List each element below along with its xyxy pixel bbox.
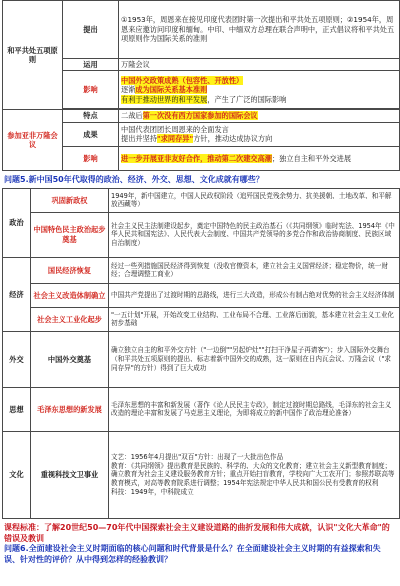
influence-2-hl: 进一步开展亚非友好合作，推动第二次建交高潮 (121, 153, 272, 163)
category-thought: 思想 (3, 387, 31, 431)
feature-hl: 第一次没有西方国家参加的国际会议 (142, 111, 258, 121)
influence-cell (119, 71, 400, 109)
curriculum-standard-text: 了解20世纪50—70年代中国探索社会主义建设道路的曲折发展和伟大成就，认识"文化大革命"的错误及教训 (4, 522, 390, 543)
influence-line-3-hl: 有利于推动世界的和平发展 (121, 94, 208, 104)
label-result: 成果 (63, 122, 119, 146)
culture-arts-line: 文艺：1956年4月提出"双百"方针：出现了一大批出色作品 (111, 453, 284, 462)
transformation-text: 中国共产党提出了过渡时期的总路线，进行三大改造，形成公有制占绝对优势的社会主义经济体制 (109, 283, 400, 307)
science-culture-cell (109, 431, 400, 518)
question-5: 问题5.新中国50年代取得的政治、经济、外交、思想、文化成就有哪些？ (4, 174, 264, 184)
topic-recovery: 国民经济恢复 (31, 257, 109, 283)
topic-industrialization: 社会主义工业化起步 (31, 307, 109, 331)
topic-transformation: 社会主义改造体制确立 (31, 283, 109, 307)
influence-line-1: 中国外交政策成熟（包容性、开放性） (121, 75, 244, 85)
topic-diplomacy: 中国外交奠基 (31, 331, 109, 387)
result-line-2-pre: 提出并坚持 (121, 134, 157, 144)
label-influence-2: 影响 (63, 146, 119, 170)
group-label-peaceful-coexistence: 和平共处五项原则 (3, 1, 63, 110)
feature-cell (119, 110, 400, 122)
topic-mao-thought: 毛泽东思想的新发展 (31, 387, 109, 431)
label-proposed: 提出 (63, 1, 119, 59)
result-cell (119, 122, 400, 146)
result-line-1-post: 的全面发言 (192, 124, 229, 134)
topic-science-culture: 重视科技文卫事业 (31, 431, 109, 518)
culture-education-line: 教育：《共同纲领》提出教育是民族的、科学的、大众的文化教育；建立社会主义新型教育制度；确立教育为社会主义建设服务教育方针；重点开始扫盲教育，学校向广大工农开门；参照苏联高等教育模式，对高等教育院系进行调整；1954年宪法规定中华人民共和国公民有受教育的权利 (111, 461, 395, 487)
category-politics: 政治 (3, 188, 31, 257)
influence-line-3-post: ，产生了广泛的国际影响 (207, 94, 287, 104)
culture-science-line: 科技：1949年，中科院成立 (111, 487, 194, 496)
feature-pre: 二战后 (121, 111, 143, 121)
influence-line-2-hl: 成为国际关系基本准则 (135, 85, 208, 95)
diplomacy-text: 确立独立自主的和平外交方针（"一边倒""另起炉灶""打扫干净屋子再请客"）；步入国际外交舞台（和平共处五项原则的提出、标志着新中国外交的成熟，这一原则在日内瓦会议、万隆会议（"求同存异"的方针）得到了巨大成功 (109, 331, 400, 387)
topic-consolidate: 巩固新政权 (31, 188, 109, 212)
recovery-text: 经过一些列措施国民经济得到恢复（没收官僚资本，建立社会主义国营经济；稳定物价，统一财经；合理调整工商业） (109, 257, 400, 283)
label-feature: 特点 (63, 110, 119, 122)
question-6: 问题6.全面建设社会主义时期面临的核心问题和时代背景是什么？在全面建设社会主义时期的有益探索和失误、针对性的评价？从中得到怎样的经验教训？ (4, 544, 381, 565)
label-influence: 影响 (63, 71, 119, 109)
category-economy: 经济 (3, 257, 31, 331)
curriculum-standard-label: 课程标准： (4, 522, 44, 532)
top-table (2, 0, 400, 171)
influence-2-post: ；独立自主和平外交进展 (271, 153, 352, 163)
category-culture: 文化 (3, 431, 31, 518)
achievements-table (2, 188, 400, 519)
category-diplomacy: 外交 (3, 331, 31, 387)
mao-thought-text: 毛泽东思想的丰富和新发展（著作《论人民民主专政》，制定过渡时期总路线，毛泽东的社会主义改造的理论丰富和发展了马克思主义理论，为即将成立的新中国作了政治理论准备） (109, 387, 400, 431)
industrialization-text: "一五计划"开展，开始改变工业结构、工业布局不合理、工业落后面貌，基本建立社会主义工业化初步基础 (109, 307, 400, 331)
curriculum-standard (4, 523, 396, 545)
result-line-2-post: 方针，推动达成协议方向 (193, 134, 273, 144)
result-line-1-pre: 中国代表团团长周恩来 (121, 124, 193, 134)
influence-line-2-pre: 逐渐 (121, 85, 136, 95)
consolidate-text: 1949年，新中国建立，中国人民政权阶段（追歼国民党残余势力、抗美援朝、土地改革、和平解放西藏等） (109, 188, 400, 212)
label-application: 运用 (63, 59, 119, 71)
group-label-bandung: 参加亚非万隆会议 (3, 110, 63, 170)
influence-2-cell (119, 146, 400, 170)
result-line-2-hl: "求同存异" (156, 134, 194, 144)
democracy-text: 社会主义民主法制建设起步，奠定中国特色的民主政治基石（《共同纲领》临时宪法、1954年《中华人民共和国宪法》、人民代表大会制度、中国共产党领导的多党合作和政治协商制度、民族区域自治制度） (109, 212, 400, 257)
bottom-section (0, 519, 400, 566)
application-text: 万隆会议 (119, 59, 400, 71)
topic-democracy: 中国特色民主政治起步奠基 (31, 212, 109, 257)
proposed-text: ①1953年，周恩来在接见印度代表团时第一次提出和平共处五项原则；②1954年，周恩来应邀访问印度和缅甸。中印、中缅双方总理在联合声明中，正式倡议将和平共处五项原则作为国际关系的准则 (119, 1, 400, 59)
